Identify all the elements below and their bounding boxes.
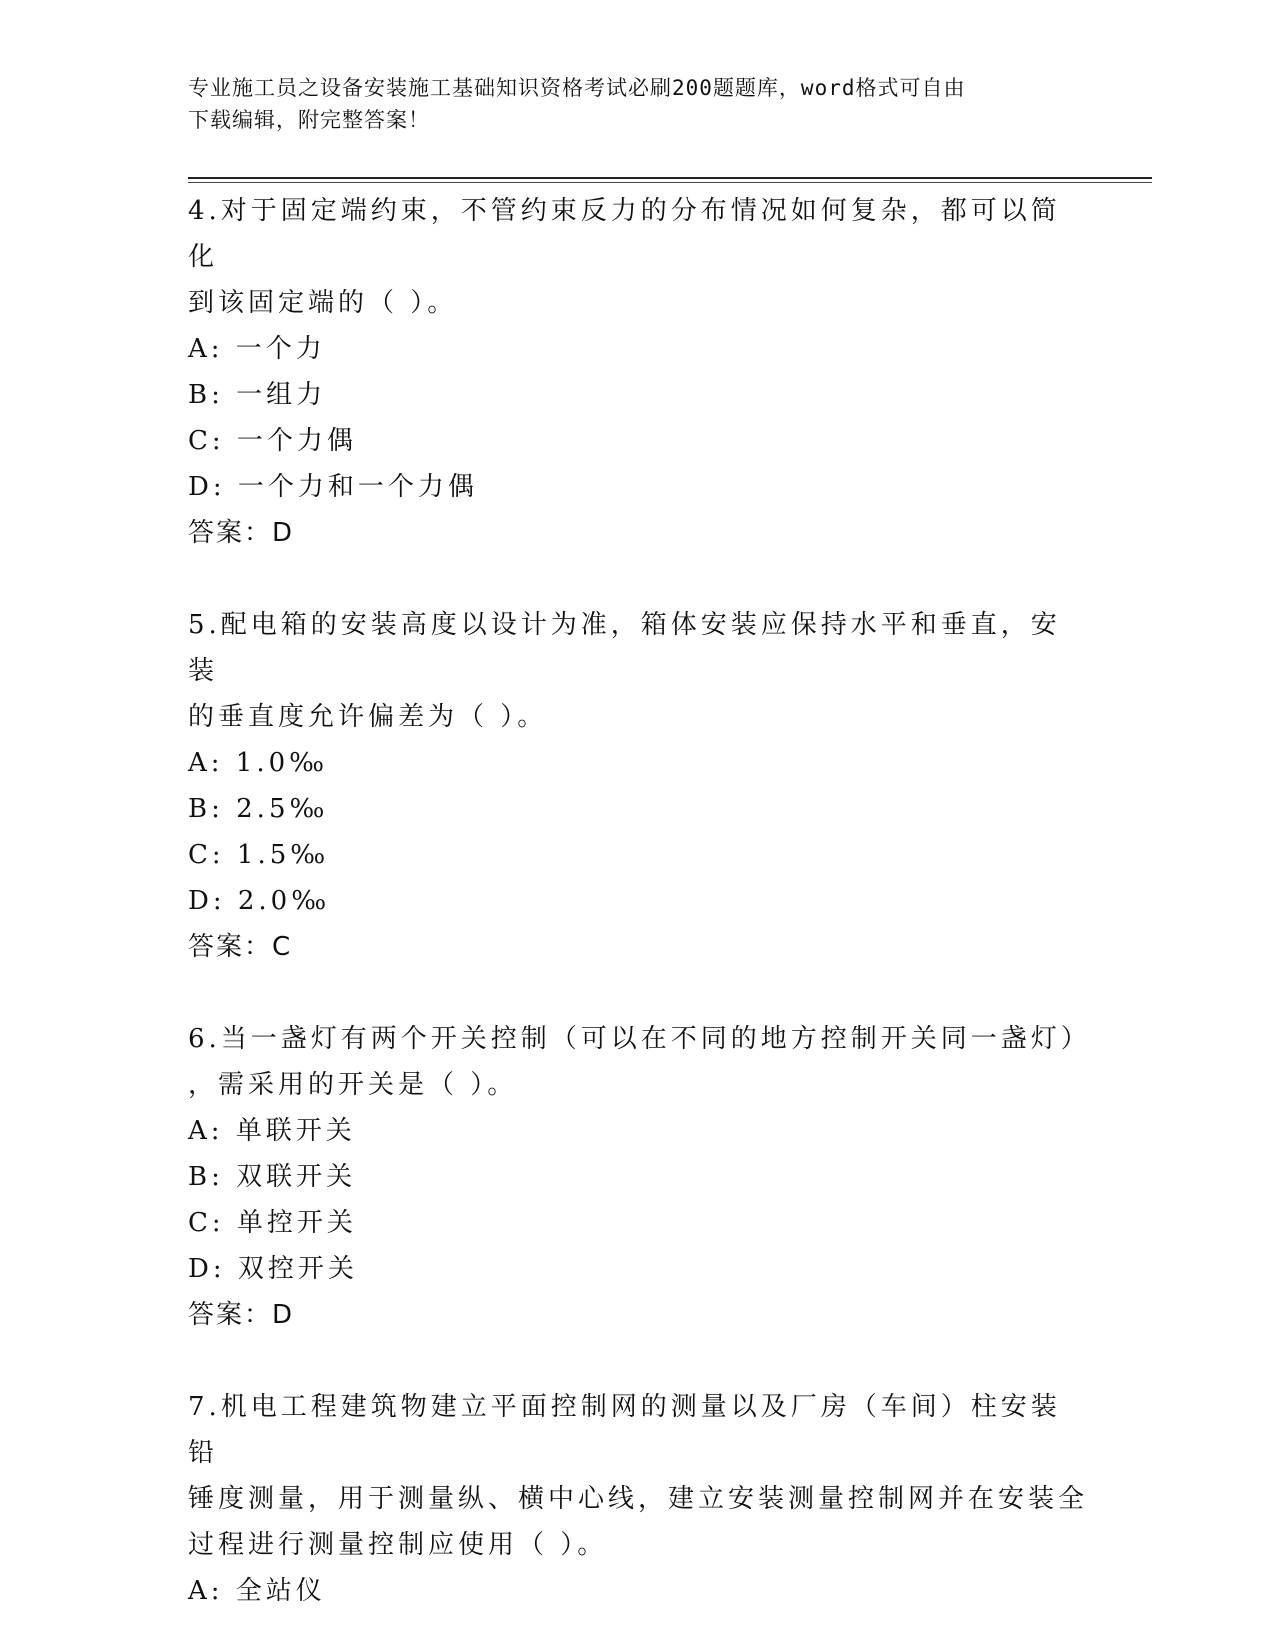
question-stem-line: 7.机电工程建筑物建立平面控制网的测量以及厂房（车间）柱安装铅: [188, 1392, 1061, 1468]
question-stem-line: 锤度测量，用于测量纵、横中心线，建立安装测量控制网并在安装全: [188, 1484, 1089, 1514]
question-stem-line: 4.对于固定端约束，不管约束反力的分布情况如何复杂，都可以简化: [188, 196, 1061, 272]
header-line-1: 专业施工员之设备安装施工基础知识资格考试必刷200题题库，word格式可自由: [188, 76, 966, 100]
question-stem-line: 的垂直度允许偏差为（ ）。: [188, 702, 548, 732]
question-list: [188, 188, 1091, 1614]
question-stem-line: ，需采用的开关是（ ）。: [188, 1070, 518, 1100]
question-5: [188, 602, 1088, 970]
question-stem-line: 6.当一盏灯有两个开关控制（可以在不同的地方控制开关同一盏灯）: [188, 1024, 1091, 1054]
header-divider-thick: [188, 177, 1152, 179]
question-spacer: [188, 970, 1088, 1016]
option-b: B: 一组力: [188, 380, 327, 410]
option-a: A: 单联开关: [188, 1116, 356, 1146]
question-stem-line: 5.配电箱的安装高度以设计为准，箱体安装应保持水平和垂直，安装: [188, 610, 1061, 686]
option-b: B: 2.5‰: [188, 794, 329, 824]
question-6: [188, 1016, 1091, 1338]
question-stem-line: 过程进行测量控制应使用（ ）。: [188, 1530, 608, 1560]
option-c: C: 单控开关: [188, 1208, 357, 1238]
option-c: C: 一个力偶: [188, 426, 357, 456]
option-a: A: 全站仪: [188, 1576, 326, 1606]
document-header: [188, 72, 1088, 136]
header-line-2: 下载编辑，附完整答案！: [188, 108, 430, 132]
option-b: B: 双联开关: [188, 1162, 357, 1192]
question-4: [188, 188, 1088, 556]
question-spacer: [188, 1338, 1088, 1384]
option-d: D: 一个力和一个力偶: [188, 472, 478, 502]
option-d: D: 2.0‰: [188, 886, 331, 916]
header-divider-thin: [188, 182, 1152, 183]
answer-label: 答案：D: [188, 518, 295, 548]
answer-label: 答案：C: [188, 932, 293, 962]
question-spacer: [188, 556, 1088, 602]
answer-label: 答案：D: [188, 1300, 295, 1330]
option-a: A: 一个力: [188, 334, 326, 364]
option-a: A: 1.0‰: [188, 748, 329, 778]
option-d: D: 双控开关: [188, 1254, 358, 1284]
question-7: [188, 1384, 1088, 1614]
question-stem-line: 到该固定端的（ ）。: [188, 288, 458, 318]
option-c: C: 1.5‰: [188, 840, 330, 870]
